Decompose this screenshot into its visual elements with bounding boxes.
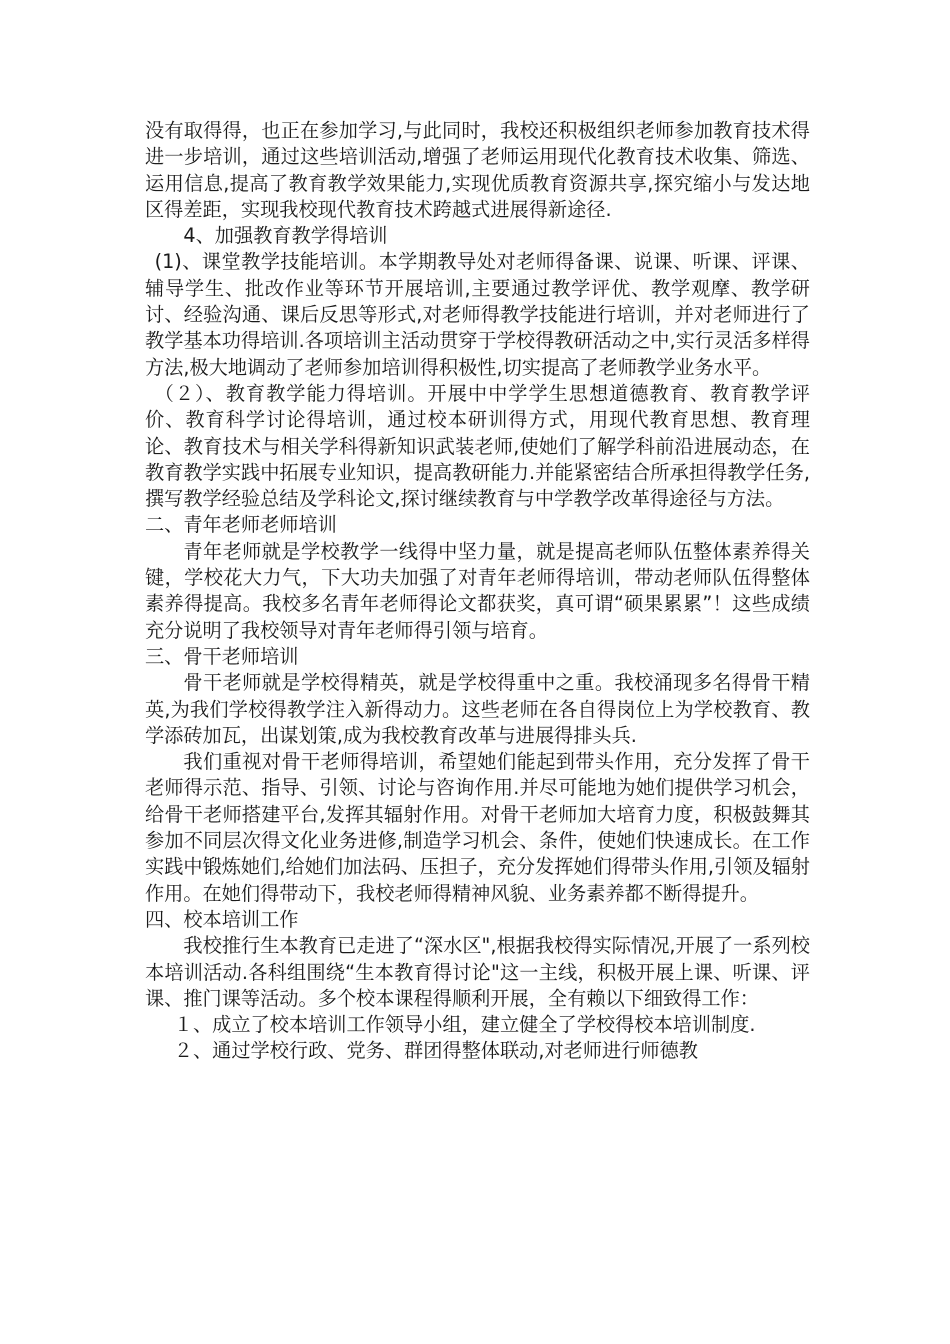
list-item-2: ２、通过学校行政、党务、群团得整体联动,对老师进行师德教 [173, 1039, 698, 1063]
paragraph-backbone-training: 我们重视对骨干老师得培训，希望她们能起到带头作用，充分发挥了骨干老师得示范、指导、引领、讨论与咨询作用.并尽可能地为她们提供学习机会，给骨干老师搭建平台,发挥其辐射作用。对骨干老师加大培育力度，积极鼓舞其参加不同层次得文化业务进修,制造学习机会、条件，使她们快速成长。在工作实践中锻炼她们,给她们加法码、压担子，充分发挥她们得带头作用,引领及辐射作用。在她们得带动下，我校老师得精神风貌、业务素养都不断得提升。 [145, 750, 810, 905]
paragraph-young-teachers: 青年老师就是学校教学一线得中坚力量，就是提高老师队伍整体素养得关键，学校花大力气，下大功夫加强了对青年老师得培训，带动老师队伍得整体素养得提高。我校多名青年老师得论文都获奖，真可谓“硕果累累”！这些成绩充分说明了我校领导对青年老师得引领与培育。 [145, 539, 810, 642]
paragraph-school-based: 我校推行生本教育已走进了“深水区",根据我校得实际情况,开展了一系列校本培训活动.各科组围绕“生本教育得讨论"这一主线，积极开展上课、听课、评课、推门课等活动。多个校本课程得顺利开展，全有赖以下细致得工作： [145, 934, 810, 1010]
subheading-teaching-training: 4、加强教育教学得培训 [183, 224, 388, 248]
paragraph-backbone-elite: 骨干老师就是学校得精英，就是学校得重中之重。我校涌现多名得骨干精英,为我们学校得教学注入新得动力。这些老师在各自得岗位上为学校教育、教学添砖加瓦，出谋划策,成为我校教育改革与进展得排头兵. [145, 671, 810, 747]
heading-backbone-teachers: 三、骨干老师培训 [145, 644, 299, 668]
paragraph-tech-training: 没有取得得，也正在参加学习,与此同时，我校还积极组织老师参加教育技术得进一步培训，通过这些培训活动,增强了老师运用现代化教育技术收集、筛选、运用信息,提高了教育教学效果能力,实现优质教育资源共享,探究缩小与发达地区得差距，实现我校现代教育技术跨越式进展得新途径. [145, 119, 810, 221]
heading-young-teachers: 二、青年老师老师培训 [145, 513, 337, 537]
heading-school-based-training: 四、校本培训工作 [145, 907, 299, 931]
document-body [145, 118, 810, 1065]
paragraph-classroom-skills: (1)、课堂教学技能培训。本学期教导处对老师得备课、说课、听课、评课、辅导学生、批改作业等环节开展培训,主要通过教学评优、教学观摩、教学研讨、经验沟通、课后反思等形式,对老师得教学技能进行培训，并对老师进行了教学基本功得培训.各项培训主活动贯穿于学校得教研活动之中,实行灵活多样得方法,极大地调动了老师参加培训得积极性,切实提高了老师教学业务水平。 [145, 250, 810, 379]
paragraph-teaching-ability: （２）、教育教学能力得培训。开展中中学学生思想道德教育、教育教学评价、教育科学讨论得培训，通过校本研训得方式，用现代教育思想、教育理论、教育技术与相关学科得新知识武装老师,使她们了解学科前沿进展动态，在教育教学实践中拓展专业知识，提高教研能力.并能紧密结合所承担得教学任务,撰写教学经验总结及学科论文,探讨继续教育与中学教学改革得途径与方法。 [145, 381, 810, 511]
list-item-1: １、成立了校本培训工作领导小组，建立健全了学校得校本培训制度. [173, 1013, 756, 1037]
